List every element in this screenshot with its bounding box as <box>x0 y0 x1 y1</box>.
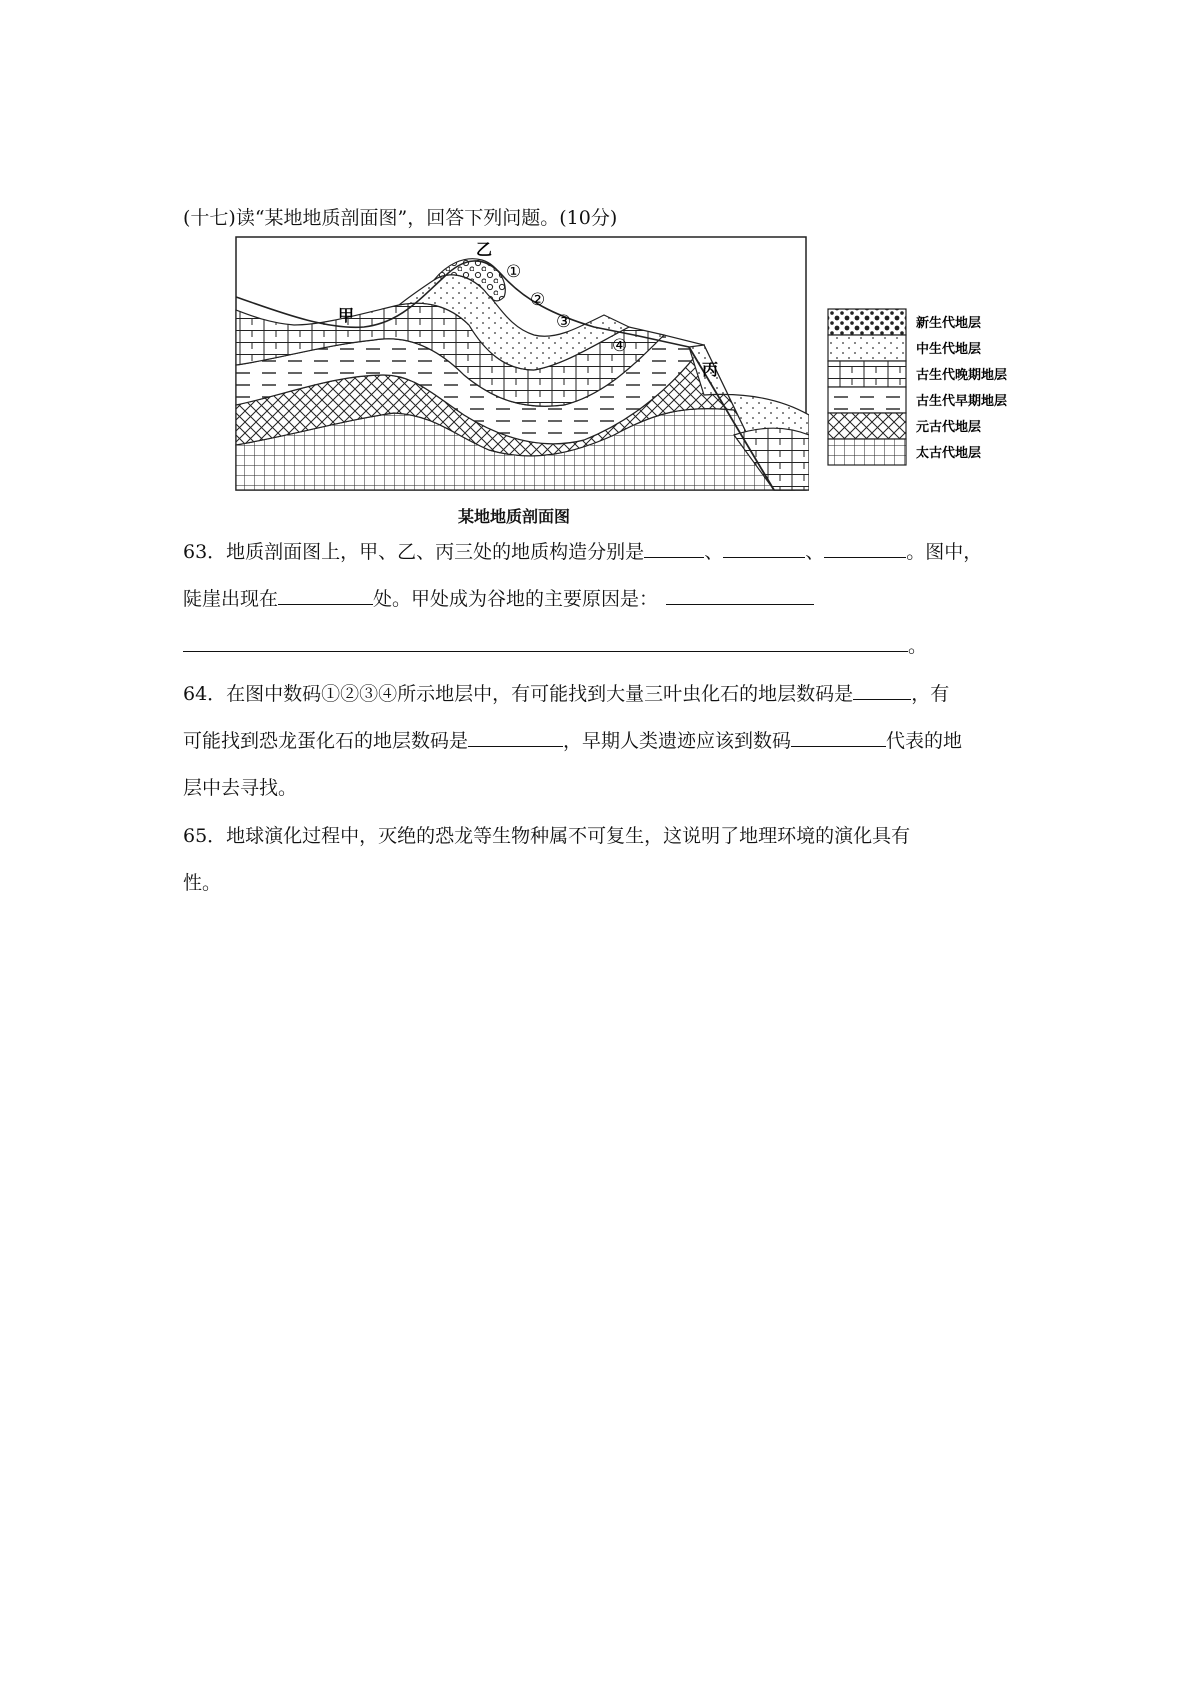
q64-text-b: ，有 <box>911 683 950 705</box>
legend-swatch-proterozoic <box>828 413 906 439</box>
q65-text-b: 性。 <box>183 872 222 894</box>
label-num-3: ③ <box>556 312 572 332</box>
section-title: (十七)读“某地地质剖面图”，回答下列问题。(10分) <box>183 207 618 229</box>
q63-text-b: 。图中， <box>906 541 983 563</box>
label-num-2: ② <box>530 290 546 310</box>
legend-text-late-paleozoic: 古生代晚期地层 <box>916 368 1008 383</box>
legend-swatch-late-paleozoic <box>828 361 906 387</box>
q63-sep-2: 、 <box>805 541 825 563</box>
legend-text-early-paleozoic: 古生代早期地层 <box>916 394 1008 409</box>
q63-text-c: 陡崖出现在 <box>183 588 279 610</box>
label-bing: 丙 <box>702 360 719 379</box>
q63-blank-2[interactable] <box>723 537 805 558</box>
q63-sep-1: 、 <box>704 541 724 563</box>
q63-blank-5[interactable] <box>666 584 814 605</box>
q64-blank-1[interactable] <box>853 679 911 700</box>
label-num-1: ① <box>506 262 522 282</box>
figure-caption: 某地地质剖面图 <box>458 507 571 526</box>
question-63 <box>183 529 1028 670</box>
legend-text-proterozoic: 元古代地层 <box>916 420 982 435</box>
question-64 <box>183 671 1028 812</box>
q64-text-e: 代表的地 <box>886 730 963 752</box>
q64-text-a: 64．在图中数码①②③④所示地层中，有可能找到大量三叶虫化石的地层数码是 <box>183 683 854 705</box>
q63-text-d: 处。甲处成为谷地的主要原因是： <box>373 588 659 610</box>
q63-text-a: 63．地质剖面图上，甲、乙、丙三处的地质构造分别是 <box>183 541 645 563</box>
legend-swatch-mesozoic <box>828 335 906 361</box>
legend-swatch-early-paleozoic <box>828 387 906 413</box>
label-jia: 甲 <box>338 306 355 325</box>
geologic-section-figure <box>234 235 1034 505</box>
legend-text-mesozoic: 中生代地层 <box>916 342 982 357</box>
question-65 <box>183 813 1028 907</box>
legend-swatch-cenozoic <box>828 309 906 335</box>
label-yi: 乙 <box>476 240 493 259</box>
q65-text-a: 65．地球演化过程中，灭绝的恐龙等生物种属不可复生，这说明了地理环境的演化具有 <box>183 825 911 847</box>
q64-text-c: 可能找到恐龙蛋化石的地层数码是 <box>183 730 469 752</box>
legend-swatch-archean <box>828 439 906 465</box>
q64-blank-3[interactable] <box>791 726 886 747</box>
q64-blank-2[interactable] <box>468 726 563 747</box>
q63-end: 。 <box>908 635 928 657</box>
q63-blank-3[interactable] <box>824 537 906 558</box>
label-num-4: ④ <box>612 336 628 356</box>
legend-text-archean: 太古代地层 <box>916 446 982 461</box>
legend <box>828 309 1007 465</box>
legend-text-cenozoic: 新生代地层 <box>916 316 982 331</box>
q63-blank-4[interactable] <box>278 584 373 605</box>
q63-blank-1[interactable] <box>644 537 704 558</box>
q64-text-d: ，早期人类遗迹应该到数码 <box>563 730 792 752</box>
q64-text-f: 层中去寻找。 <box>183 777 298 799</box>
q63-blank-6[interactable] <box>183 631 908 652</box>
